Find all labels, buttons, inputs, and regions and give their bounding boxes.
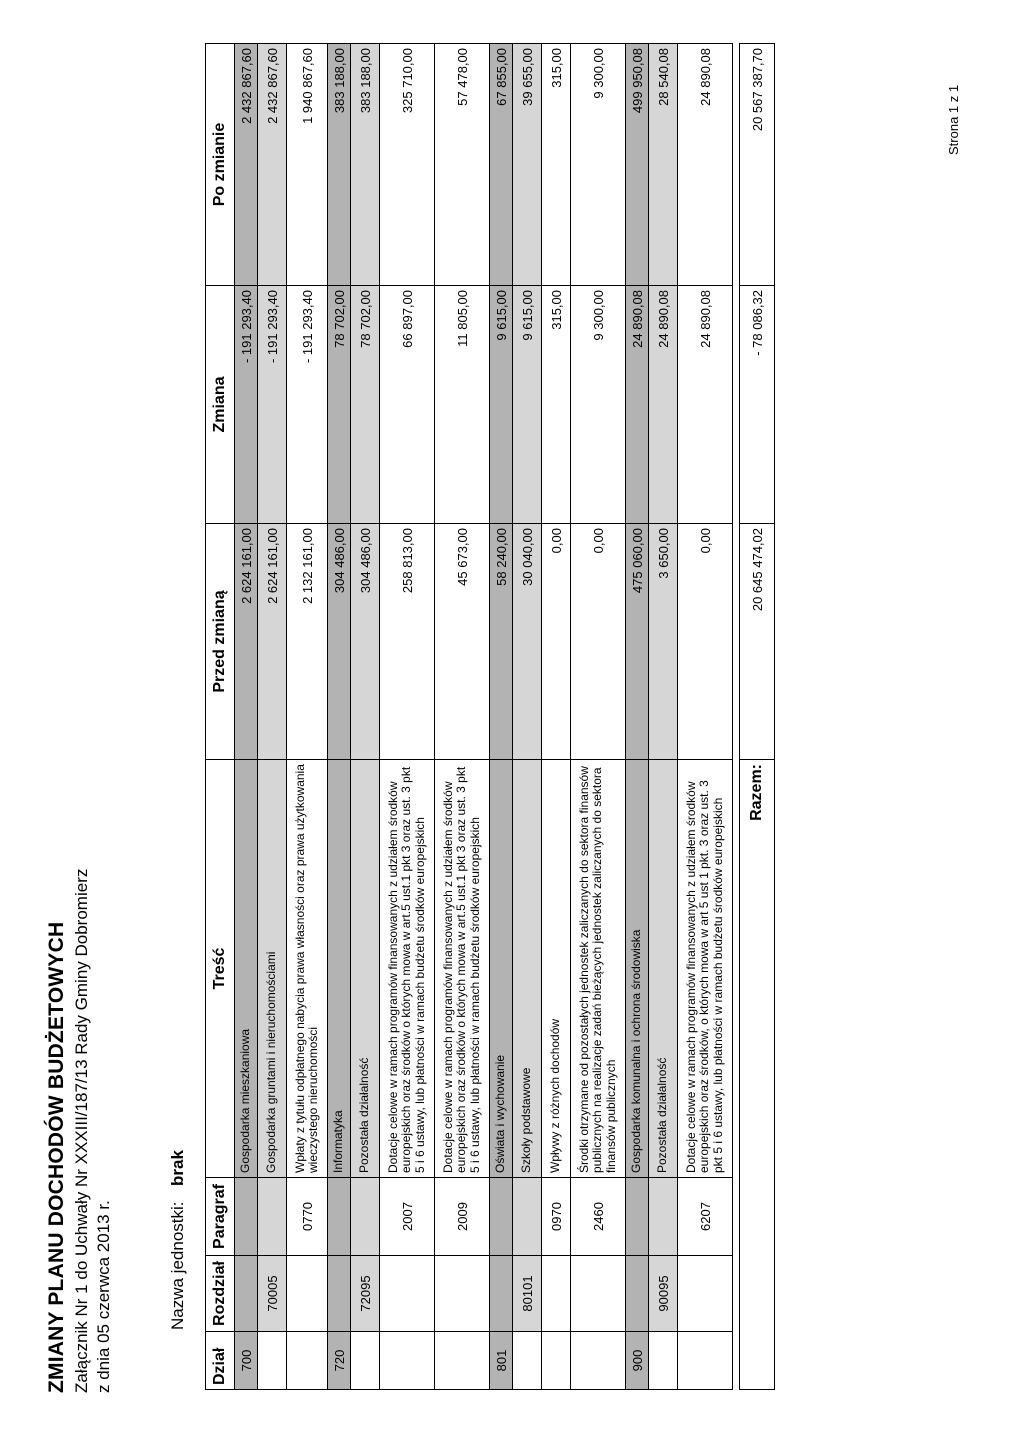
cell-paragraf: 2007: [380, 1178, 435, 1256]
cell-po: 9 300,00: [571, 44, 626, 286]
total-przed: 20 645 474,02: [740, 524, 775, 760]
cell-dzial: [542, 1332, 571, 1390]
cell-zmiana: 78 702,00: [328, 286, 351, 524]
cell-po: 57 478,00: [435, 44, 490, 286]
cell-po: 24 890,08: [678, 44, 733, 286]
cell-tresc: Gospodarka mieszkaniowa: [235, 760, 258, 1178]
cell-dzial: [435, 1332, 490, 1390]
cell-dzial: [513, 1332, 542, 1390]
annex-reference: Załącznik Nr 1 do Uchwały Nr XXXIII/187/13 Rady Gminy Dobromierz: [72, 868, 91, 1393]
cell-dzial: 801: [490, 1332, 513, 1390]
cell-przed: 2 624 161,00: [258, 524, 287, 760]
document-title: ZMIANY PLANU DOCHODÓW BUDŻETOWYCH: [45, 921, 68, 1393]
cell-dzial: [678, 1332, 733, 1390]
cell-zmiana: - 191 293,40: [258, 286, 287, 524]
cell-przed: 0,00: [542, 524, 571, 760]
cell-rozdzial: [542, 1256, 571, 1332]
cell-zmiana: 11 805,00: [435, 286, 490, 524]
cell-tresc: Gospodarka gruntami i nieruchomościami: [258, 760, 287, 1178]
table-row-dzial: [490, 44, 513, 1390]
cell-rozdzial: 80101: [513, 1256, 542, 1332]
cell-zmiana: - 191 293,40: [287, 286, 328, 524]
cell-zmiana: 9 300,00: [571, 286, 626, 524]
cell-tresc: Informatyka: [328, 760, 351, 1178]
cell-przed: 3 650,00: [649, 524, 678, 760]
cell-paragraf: 2460: [571, 1178, 626, 1256]
cell-przed: 30 040,00: [513, 524, 542, 760]
cell-tresc: Dotacje celowe w ramach programów finansowanych z udziałem środków europejskich oraz środków o których mowa w art.5 ust.1 pkt 3 oraz ust. 3 pkt 5 i 6 ustawy, lub płatności w ramach budżetu środków europejskich: [380, 760, 435, 1178]
cell-tresc: Gospodarka komunalna i ochrona środowiska: [626, 760, 649, 1178]
cell-zmiana: 78 702,00: [351, 286, 380, 524]
cell-paragraf: [328, 1178, 351, 1256]
total-po: 20 567 387,70: [740, 44, 775, 286]
cell-zmiana: 24 890,08: [626, 286, 649, 524]
cell-tresc: Pozostała działalność: [351, 760, 380, 1178]
cell-paragraf: [258, 1178, 287, 1256]
cell-po: 2 432 867,60: [258, 44, 287, 286]
header-po: Po zmianie: [206, 44, 235, 286]
spacer-cell: [733, 44, 740, 1390]
cell-tresc: Środki otrzymane od pozostałych jednostek zaliczanych do sektora finansów publicznych na realizacje zadań bieżących jednostek zaliczanych do sektora finansów publicznych: [571, 760, 626, 1178]
cell-po: 28 540,08: [649, 44, 678, 286]
table-row-rozdzial: [258, 44, 287, 1390]
cell-rozdzial: [571, 1256, 626, 1332]
cell-dzial: [380, 1332, 435, 1390]
header-zmiana: Zmiana: [206, 286, 235, 524]
page-number: Strona 1 z 1: [946, 84, 961, 155]
cell-paragraf: [490, 1178, 513, 1256]
cell-paragraf: 2009: [435, 1178, 490, 1256]
table-header-row: [206, 44, 235, 1390]
table-row-paragraf: [380, 44, 435, 1390]
cell-po: 1 940 867,60: [287, 44, 328, 286]
document-date: z dnia 05 czerwca 2013 r.: [94, 1200, 113, 1393]
cell-paragraf: [235, 1178, 258, 1256]
cell-przed: 475 060,00: [626, 524, 649, 760]
cell-przed: 0,00: [571, 524, 626, 760]
cell-zmiana: - 191 293,40: [235, 286, 258, 524]
table-row-paragraf: [542, 44, 571, 1390]
cell-zmiana: 66 897,00: [380, 286, 435, 524]
table-row-paragraf: [571, 44, 626, 1390]
header-rozdzial: Rozdział: [206, 1256, 235, 1332]
cell-rozdzial: [235, 1256, 258, 1332]
cell-przed: 258 813,00: [380, 524, 435, 760]
cell-przed: 2 624 161,00: [235, 524, 258, 760]
cell-tresc: Dotacje celowe w ramach programów finansowanych z udziałem środków europejskich oraz środków o których mowa w art.5 ust.1 pkt 3 oraz ust. 3 pkt 5 i 6 ustawy, lub płatności w ramach budżetu środków europejskich: [435, 760, 490, 1178]
budget-changes-table: [205, 43, 775, 1390]
cell-rozdzial: [380, 1256, 435, 1332]
cell-przed: 58 240,00: [490, 524, 513, 760]
cell-po: 383 188,00: [351, 44, 380, 286]
cell-paragraf: [513, 1178, 542, 1256]
cell-po: 383 188,00: [328, 44, 351, 286]
cell-tresc: Szkoły podstawowe: [513, 760, 542, 1178]
total-label: Razem:: [740, 760, 775, 1390]
cell-dzial: 700: [235, 1332, 258, 1390]
cell-po: 499 950,08: [626, 44, 649, 286]
cell-zmiana: 9 615,00: [490, 286, 513, 524]
cell-paragraf: [649, 1178, 678, 1256]
cell-tresc: Dotacje celowe w ramach programów finansowanych z udziałem środków europejskich oraz środków, o których mowa w art 5 ust 1 pkt. 3 oraz ust. 3 pkt 5 i 6 ustawy, lub płatności w ramach budżetu środków europejskich: [678, 760, 733, 1178]
cell-po: 315,00: [542, 44, 571, 286]
cell-tresc: Wpłaty z tytułu odpłatnego nabycia prawa własności oraz prawa użytkowania wieczystego nieruchomości: [287, 760, 328, 1178]
table-spacer-row: [733, 44, 740, 1390]
cell-tresc: Wpływy z różnych dochodów: [542, 760, 571, 1178]
cell-paragraf: [626, 1178, 649, 1256]
cell-przed: 2 132 161,00: [287, 524, 328, 760]
cell-zmiana: 24 890,08: [678, 286, 733, 524]
total-zmiana: - 78 086,32: [740, 286, 775, 524]
cell-tresc: Oświata i wychowanie: [490, 760, 513, 1178]
cell-zmiana: 24 890,08: [649, 286, 678, 524]
cell-rozdzial: [328, 1256, 351, 1332]
cell-zmiana: 315,00: [542, 286, 571, 524]
cell-po: 325 710,00: [380, 44, 435, 286]
cell-po: 39 655,00: [513, 44, 542, 286]
cell-zmiana: 9 615,00: [513, 286, 542, 524]
unit-name-value: brak: [168, 1150, 187, 1186]
cell-przed: 304 486,00: [328, 524, 351, 760]
cell-rozdzial: 90095: [649, 1256, 678, 1332]
table-row-rozdzial: [513, 44, 542, 1390]
cell-rozdzial: 70005: [258, 1256, 287, 1332]
cell-dzial: 900: [626, 1332, 649, 1390]
cell-dzial: [351, 1332, 380, 1390]
cell-dzial: [258, 1332, 287, 1390]
cell-przed: 0,00: [678, 524, 733, 760]
cell-przed: 304 486,00: [351, 524, 380, 760]
cell-paragraf: 6207: [678, 1178, 733, 1256]
table-row-total: [740, 44, 775, 1390]
cell-paragraf: 0770: [287, 1178, 328, 1256]
cell-dzial: 720: [328, 1332, 351, 1390]
table-row-rozdzial: [649, 44, 678, 1390]
cell-paragraf: [351, 1178, 380, 1256]
unit-name-label: Nazwa jednostki:: [168, 1201, 187, 1330]
cell-rozdzial: 72095: [351, 1256, 380, 1332]
table-row-paragraf: [678, 44, 733, 1390]
table-row-dzial: [626, 44, 649, 1390]
header-przed: Przed zmianą: [206, 524, 235, 760]
cell-rozdzial: [490, 1256, 513, 1332]
table-row-dzial: [328, 44, 351, 1390]
header-paragraf: Paragraf: [206, 1178, 235, 1256]
cell-rozdzial: [678, 1256, 733, 1332]
cell-rozdzial: [626, 1256, 649, 1332]
cell-tresc: Pozostała działalność: [649, 760, 678, 1178]
table-row-paragraf: [435, 44, 490, 1390]
cell-rozdzial: [287, 1256, 328, 1332]
table-row-paragraf: [287, 44, 328, 1390]
cell-paragraf: 0970: [542, 1178, 571, 1256]
cell-przed: 45 673,00: [435, 524, 490, 760]
header-tresc: Treść: [206, 760, 235, 1178]
cell-rozdzial: [435, 1256, 490, 1332]
header-dzial: Dział: [206, 1332, 235, 1390]
cell-po: 67 855,00: [490, 44, 513, 286]
cell-po: 2 432 867,60: [235, 44, 258, 286]
cell-dzial: [287, 1332, 328, 1390]
table-row-rozdzial: [351, 44, 380, 1390]
table-row-dzial: [235, 44, 258, 1390]
cell-dzial: [649, 1332, 678, 1390]
cell-dzial: [571, 1332, 626, 1390]
